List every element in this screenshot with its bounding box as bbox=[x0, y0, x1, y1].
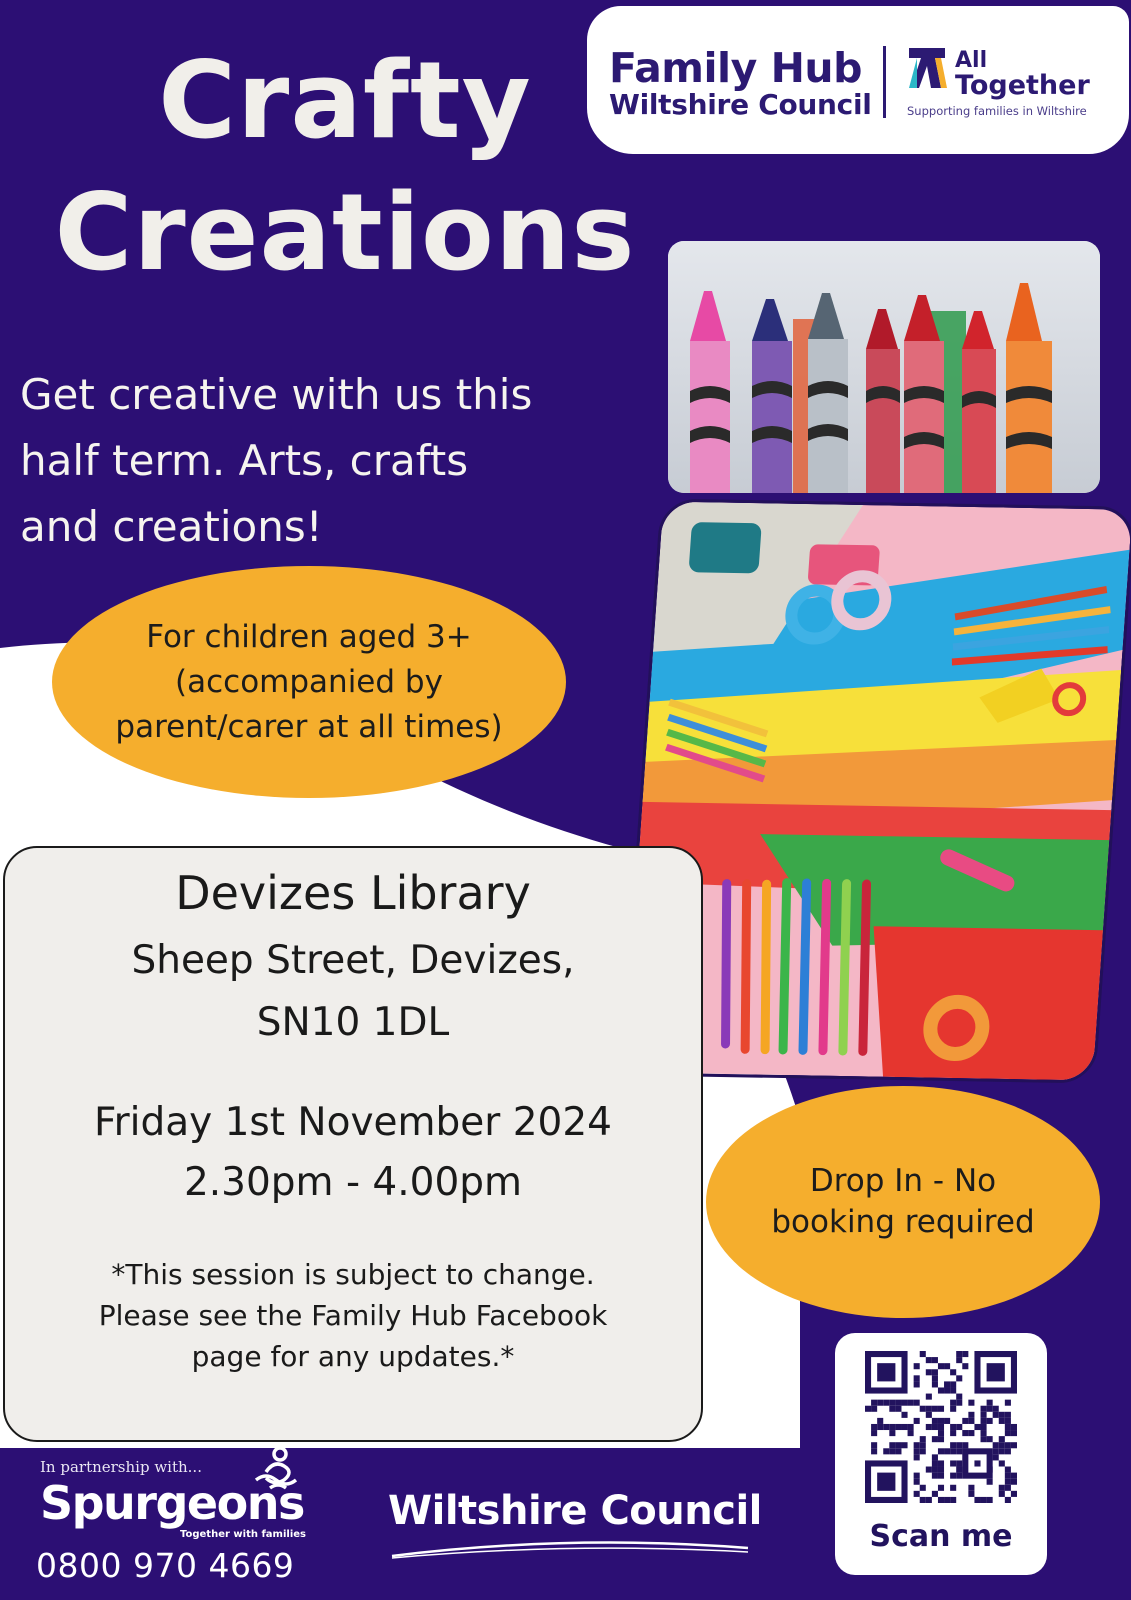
family-hub-logo-text: Family Hub bbox=[609, 44, 862, 92]
drop-in-badge bbox=[706, 1086, 1100, 1318]
age-line2: (accompanied by bbox=[175, 663, 443, 700]
partnership-label: In partnership with... bbox=[40, 1458, 202, 1476]
wiltshire-council-swoosh-icon bbox=[390, 1536, 750, 1560]
event-date: Friday 1st November 2024 bbox=[94, 1100, 612, 1145]
family-hub-logo-card bbox=[587, 6, 1129, 154]
all-together-logo-text-all: All bbox=[955, 48, 988, 73]
notice-line1: *This session is subject to change. bbox=[111, 1258, 595, 1291]
notice-line2: Please see the Family Hub Facebook bbox=[98, 1299, 608, 1332]
scan-me-label: Scan me bbox=[869, 1519, 1013, 1554]
age-requirement-text bbox=[115, 615, 502, 750]
event-details-card bbox=[3, 846, 703, 1442]
crayons-photo bbox=[668, 241, 1100, 493]
age-line1: For children aged 3+ bbox=[146, 618, 472, 655]
craft-supplies-photo bbox=[640, 503, 1110, 1073]
logo-divider bbox=[883, 46, 886, 118]
poster-title-line1: Crafty bbox=[158, 39, 532, 162]
intro-line1: Get creative with us this bbox=[20, 370, 533, 419]
event-time: 2.30pm - 4.00pm bbox=[183, 1160, 523, 1205]
intro-text bbox=[20, 362, 660, 560]
qr-code[interactable] bbox=[865, 1351, 1017, 1503]
change-notice bbox=[5, 1254, 701, 1377]
drop-in-line1: Drop In - No bbox=[809, 1163, 997, 1199]
drop-in-line2: booking required bbox=[771, 1204, 1035, 1240]
notice-line3: page for any updates.* bbox=[191, 1340, 515, 1373]
all-together-tagline: Supporting families in Wiltshire bbox=[907, 104, 1087, 118]
spurgeons-logo-text: Spurgeons bbox=[40, 1476, 304, 1530]
all-together-logo-text-together: Together bbox=[955, 70, 1090, 101]
wiltshire-council-footer-logo: Wiltshire Council bbox=[388, 1488, 762, 1534]
venue-name: Devizes Library bbox=[175, 866, 531, 920]
spurgeons-tagline: Together with families bbox=[180, 1529, 306, 1540]
wiltshire-council-logo-text: Wiltshire Council bbox=[609, 88, 872, 121]
all-together-logo-icon bbox=[905, 44, 949, 92]
venue-street: Sheep Street, Devizes, bbox=[131, 938, 575, 983]
venue-postcode: SN10 1DL bbox=[256, 1000, 450, 1045]
intro-line3: and creations! bbox=[20, 502, 323, 551]
age-requirement-badge bbox=[52, 566, 566, 798]
intro-line2: half term. Arts, crafts bbox=[20, 436, 469, 485]
drop-in-text bbox=[771, 1161, 1034, 1243]
age-line3: parent/carer at all times) bbox=[115, 708, 503, 745]
poster-title-line2: Creations bbox=[54, 171, 636, 294]
phone-number[interactable]: 0800 970 4669 bbox=[36, 1546, 295, 1585]
qr-code-card[interactable] bbox=[835, 1333, 1047, 1575]
